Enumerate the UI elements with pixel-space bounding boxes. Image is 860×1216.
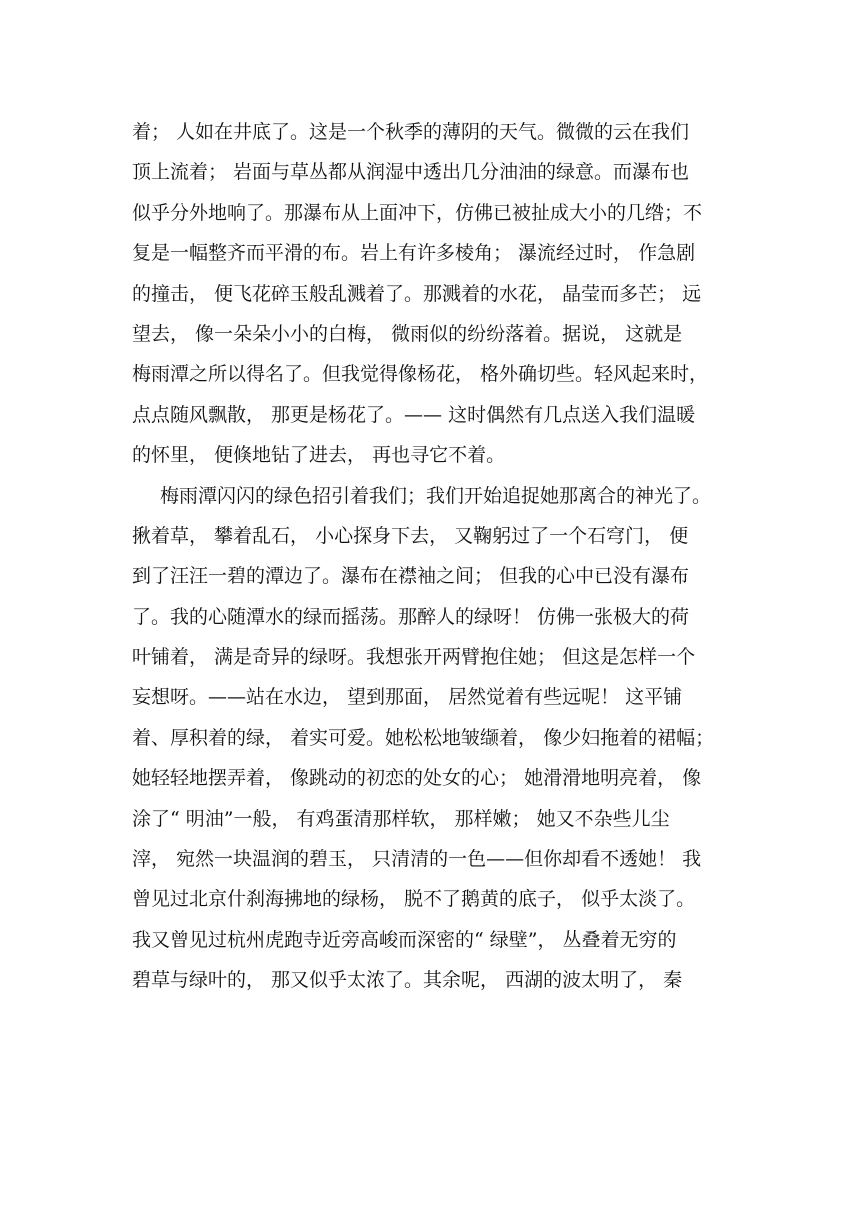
text-line: 望去， 像一朵朵小小的白梅， 微雨似的纷纷落着。据说， 这就是 xyxy=(132,322,683,345)
text-line: 着、厚积着的绿， 着实可爱。她松松地皱缬着， 像少妇拖着的裙幅； xyxy=(132,726,715,749)
text-line: 的怀里， 便倏地钻了进去， 再也寻它不着。 xyxy=(132,444,506,467)
text-line: 梅雨潭之所以得名了。但我觉得像杨花， 格外确切些。轻风起来时， xyxy=(132,363,709,386)
text-line: 似乎分外地响了。那瀑布从上面冲下，仿佛已被扯成大小的几绺；不 xyxy=(132,201,703,224)
body-text xyxy=(132,112,752,1001)
text-line: 点点随风飘散， 那更是杨花了。—— 这时偶然有几点送入我们温暖 xyxy=(132,403,696,426)
text-line: 顶上流着； 岩面与草丛都从润湿中透出几分油油的绿意。而瀑布也 xyxy=(132,161,690,184)
text-line: 她轻轻地摆弄着， 像跳动的初恋的处女的心； 她滑滑地明亮着， 像 xyxy=(132,767,702,790)
text-line: 的撞击， 便飞花碎玉般乱溅着了。那溅着的水花， 晶莹而多芒； 远 xyxy=(132,282,702,305)
text-line: 揪着草， 攀着乱石， 小心探身下去， 又鞠躬过了一个石穹门， 便 xyxy=(132,524,689,547)
paragraph-start-line: 梅雨潭闪闪的绿色招引着我们；我们开始追捉她那离合的神光了。 xyxy=(160,484,712,507)
text-line: 涂了“ 明油”一般， 有鸡蛋清那样软， 那样嫩； 她又不杂些儿尘 xyxy=(132,807,670,830)
text-line: 曾见过北京什刹海拂地的绿杨， 脱不了鹅黄的底子， 似乎太淡了。 xyxy=(132,888,696,911)
text-line: 着； 人如在井底了。这是一个秋季的薄阴的天气。微微的云在我们 xyxy=(132,121,690,143)
text-line: 我又曾见过杭州虎跑寺近旁高峻而深密的“ 绿壁”， 丛叠着无穷的 xyxy=(132,928,677,951)
text-line: 到了汪汪一碧的潭边了。瀑布在襟袖之间； 但我的心中已没有瀑布 xyxy=(132,565,690,588)
text-line: 了。我的心随潭水的绿而摇荡。那醉人的绿呀！ 仿佛一张极大的荷 xyxy=(132,605,690,628)
text-line: 滓， 宛然一块温润的碧玉， 只清清的一色——但你却看不透她！ 我 xyxy=(132,848,702,871)
text-line: 复是一幅整齐而平滑的布。岩上有许多棱角； 瀑流经过时， 作急剧 xyxy=(132,242,696,265)
text-line: 碧草与绿叶的， 那又似乎太浓了。其余呢， 西湖的波太明了， 秦 xyxy=(132,969,683,992)
text-line: 叶铺着， 满是奇异的绿呀。我想张开两臂抱住她； 但这是怎样一个 xyxy=(132,646,696,669)
text-line: 妄想呀。——站在水边， 望到那面， 居然觉着有些远呢！ 这平铺 xyxy=(132,686,683,709)
